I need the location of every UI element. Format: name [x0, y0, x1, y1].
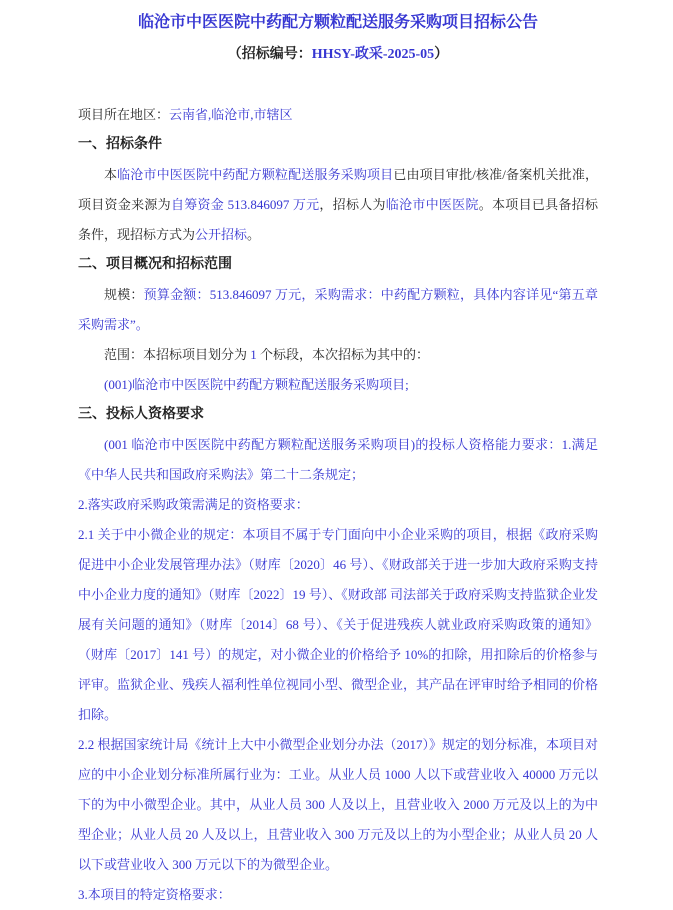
- text-segment: 一、招标条件: [78, 137, 162, 152]
- document-subtitle: [78, 42, 598, 68]
- text-segment: 三、投标人资格要求: [78, 407, 204, 422]
- lot-line: [78, 370, 598, 400]
- scale-paragraph: [78, 280, 598, 340]
- section-1-paragraph: [78, 160, 598, 250]
- text-segment: 临沧市中医医院中药配方颗粒配送服务采购项目: [117, 167, 394, 182]
- text-segment: (001)临沧市中医医院中药配方颗粒配送服务采购项目;: [104, 377, 409, 392]
- text-segment: (001 临沧市中医医院中药配方颗粒配送服务采购项目)的投标人资格能力要求：1.满足《中华人民共和国政府采购法》第二十二条规定；: [78, 437, 598, 482]
- text-segment: 3.本项目的特定资格要求：: [78, 887, 231, 902]
- text-segment: 临沧市中医医院: [385, 197, 479, 212]
- text-segment: 个标段，本次招标为其中的：: [256, 347, 430, 362]
- text-segment: 2.落实政府采购政策需满足的资格要求：: [78, 497, 309, 512]
- scope-paragraph: [78, 340, 598, 370]
- document-content: [78, 100, 598, 910]
- section-1-heading: [78, 130, 598, 160]
- section-2-heading: [78, 250, 598, 280]
- qualification-paragraph-1: [78, 430, 598, 490]
- text-segment: 2.2 根据国家统计局《统计上大中小微型企业划分办法（2017）》规定的划分标准，本项目对应的中小企业划分标准所属行业为：工业。从业人员 1000 人以下或营业收入 40000 万元以下的为中小微型企业。其中，从业人员 300 人及以上，且营业收入 2000 万元及以上的为中型企业；从业人员 20 人及以上，且营业收入 300 万元及以上的为小型企业；从业人员 20 人以下或营业收入 300 万元以下的为微型企业。: [78, 737, 599, 872]
- text-segment: （招标编号：: [227, 47, 312, 62]
- text-segment: 本: [104, 167, 118, 182]
- text-segment: 公开招标: [195, 227, 248, 242]
- text-segment: ）: [434, 47, 449, 62]
- qualification-paragraph-2-2: [78, 730, 598, 880]
- text-segment: 规模：: [104, 287, 144, 302]
- qualification-paragraph-2: [78, 490, 598, 520]
- text-segment: 2.1 关于中小微企业的规定：本项目不属于专门面向中小企业采购的项目，根据《政府采购促进中小企业发展管理办法》（财库〔2020〕46 号）、《财政部关于进一步加大政府采购支持中小企业力度的通知》（财库〔2022〕19 号）、《财政部 司法部关于政府采购支持监狱企业发展有关问题的通知》（财库〔2014〕68 号）、《关于促进残疾人就业政府采购政策的通知》（财库〔2017〕141 号）的规定，对小微企业的价格给予 10%的扣除，用扣除后的价格参与评审。监狱企业、残疾人福利性单位视同小型、微型企业，其产品在评审时给予相同的价格扣除。: [78, 527, 599, 722]
- text-segment: HHSY-政采-2025-05: [311, 47, 435, 62]
- text-segment: 自筹资金 513.846097 万元: [170, 197, 320, 212]
- text-segment: 预算金额：513.846097 万元，采购需求：中药配方颗粒，具体内容详见“第五章采购需求”。: [78, 287, 598, 332]
- document-title: 临沧市中医医院中药配方颗粒配送服务采购项目招标公告: [137, 14, 538, 31]
- text-segment: 。本项目已具备招标条件，现招标方式为: [78, 197, 598, 242]
- text-segment: 已由项目审批/核准/备案机关批准，项目资金来源为: [78, 167, 598, 212]
- text-segment: 1: [250, 347, 257, 362]
- location-line: [78, 100, 598, 130]
- text-segment: ，招标人为: [319, 197, 386, 212]
- text-segment: 云南省,临沧市,市辖区: [169, 107, 293, 122]
- text-segment: 二、项目概况和招标范围: [78, 257, 232, 272]
- text-segment: 范围：本招标项目划分为: [104, 347, 251, 362]
- text-segment: 。: [247, 227, 261, 242]
- section-3-heading: [78, 400, 598, 430]
- text-segment: 项目所在地区：: [78, 107, 170, 122]
- qualification-paragraph-3: [78, 880, 598, 910]
- qualification-paragraph-2-1: [78, 520, 598, 730]
